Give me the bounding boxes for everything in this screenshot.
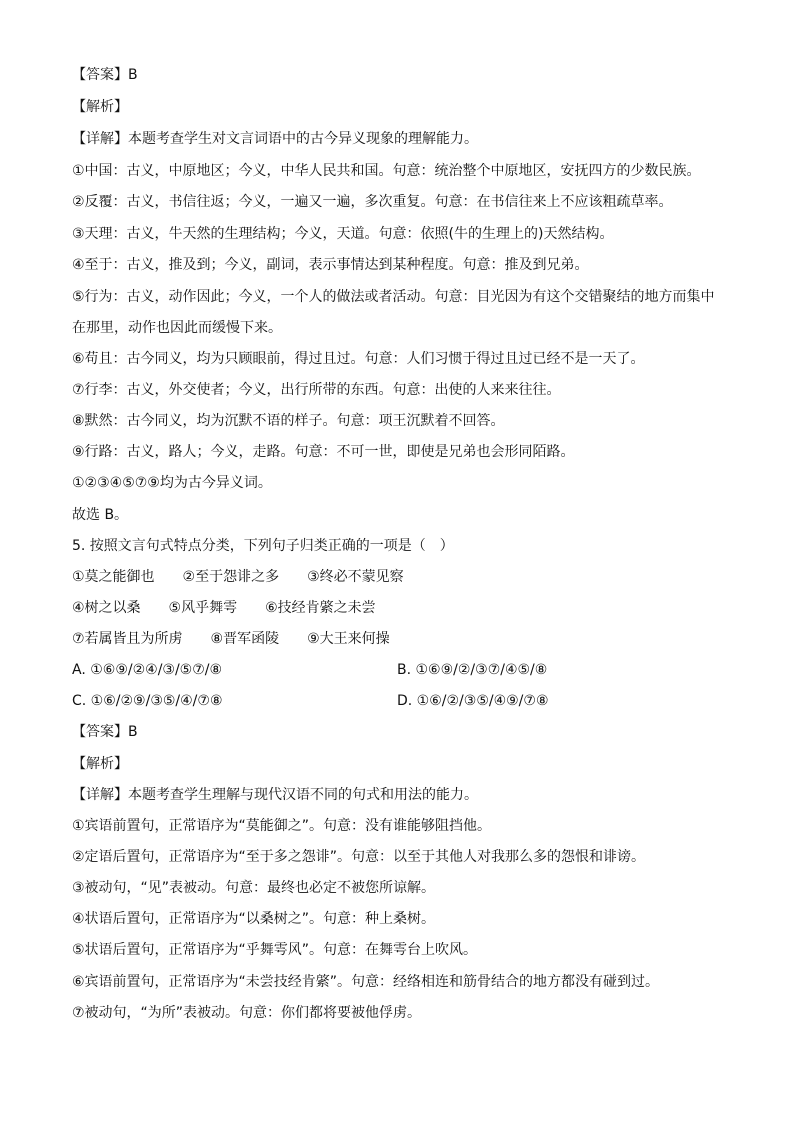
option-b: B. ①⑥⑨/②/③⑦/④⑤/⑧ xyxy=(397,662,548,678)
question-sentences: ⑦若属皆且为所虏 ⑧晋军函陵 ⑨大王来何操 xyxy=(72,631,390,647)
analysis-item: ①中国：古义，中原地区；今义，中华人民共和国。句意：统治整个中原地区，安抚四方的少数民族。 xyxy=(72,163,701,179)
option-d: D. ①⑥/②/③⑤/④⑨/⑦⑧ xyxy=(397,693,549,709)
analysis-item: ③天理：古义，牛天然的生理结构；今义，天道。句意：依照(牛的生理上的)天然结构。 xyxy=(72,226,614,242)
conclusion: 故选 B。 xyxy=(72,507,129,523)
analysis-item: ⑤行为：古义，动作因此；今义，一个人的做法或者活动。句意：目光因为有这个交错聚结的地方而集中 xyxy=(72,289,715,305)
analysis-summary: ①②③④⑤⑦⑨均为古今异义词。 xyxy=(72,475,272,491)
analysis-item: ③被动句，“见”表被动。句意：最终也必定不被您所谅解。 xyxy=(72,880,436,896)
answer-label: 【答案】B xyxy=(72,67,138,83)
analysis-item: ②定语后置句，正常语序为“至于多之怨诽”。句意：以至于其他人对我那么多的怨恨和诽谤。 xyxy=(72,849,646,865)
analysis-item: ①宾语前置句，正常语序为“莫能御之”。句意：没有谁能够阻挡他。 xyxy=(72,818,492,834)
analysis-item: ⑤状语后置句，正常语序为“乎舞雩风”。句意：在舞雩台上吹风。 xyxy=(72,942,478,958)
analysis-item-continued: 在那里，动作也因此而缓慢下来。 xyxy=(72,320,282,336)
analysis-label: 【解析】 xyxy=(72,756,128,772)
analysis-label: 【解析】 xyxy=(72,99,128,115)
question-sentences: ④树之以桑 ⑤风乎舞雩 ⑥技经肯綮之未尝 xyxy=(72,600,376,616)
analysis-item: ⑧默然：古今同义，均为沉默不语的样子。句意：项王沉默着不回答。 xyxy=(72,413,505,429)
option-c: C. ①⑥/②⑨/③⑤/④/⑦⑧ xyxy=(72,693,223,709)
answer-label: 【答案】B xyxy=(72,724,138,740)
analysis-item: ⑥苟且：古今同义，均为只顾眼前，得过且过。句意：人们习惯于得过且过已经不是一天了。 xyxy=(72,351,645,367)
analysis-item: ⑦被动句，“为所”表被动。句意：你们都将要被他俘虏。 xyxy=(72,1005,422,1021)
analysis-item: ⑦行李：古义，外交使者；今义，出行所带的东西。句意：出使的人来来往往。 xyxy=(72,382,561,398)
detail-text: 【详解】本题考查学生理解与现代汉语不同的句式和用法的能力。 xyxy=(72,787,478,803)
question-stem: 5. 按照文言句式特点分类，下列句子归类正确的一项是（ ） xyxy=(72,538,454,554)
analysis-item: ④状语后置句，正常语序为“以桑树之”。句意：种上桑树。 xyxy=(72,911,436,927)
detail-text: 【详解】本题考查学生对文言词语中的古今异义现象的理解能力。 xyxy=(72,131,478,147)
option-a: A. ①⑥⑨/②④/③/⑤⑦/⑧ xyxy=(72,662,223,678)
question-sentences: ①莫之能御也 ②至于怨诽之多 ③终必不蒙见察 xyxy=(72,569,404,585)
analysis-item: ⑨行路：古义，路人；今义，走路。句意：不可一世，即使是兄弟也会形同陌路。 xyxy=(72,444,575,460)
analysis-item: ④至于：古义，推及到；今义，副词，表示事情达到某种程度。句意：推及到兄弟。 xyxy=(72,257,589,273)
analysis-item: ⑥宾语前置句，正常语序为“未尝技经肯綮”。句意：经络相连和筋骨结合的地方都没有碰到过。 xyxy=(72,974,660,990)
analysis-item: ②反覆：古义，书信往返；今义，一遍又一遍，多次重复。句意：在书信往来上不应该粗疏草率。 xyxy=(72,194,673,210)
